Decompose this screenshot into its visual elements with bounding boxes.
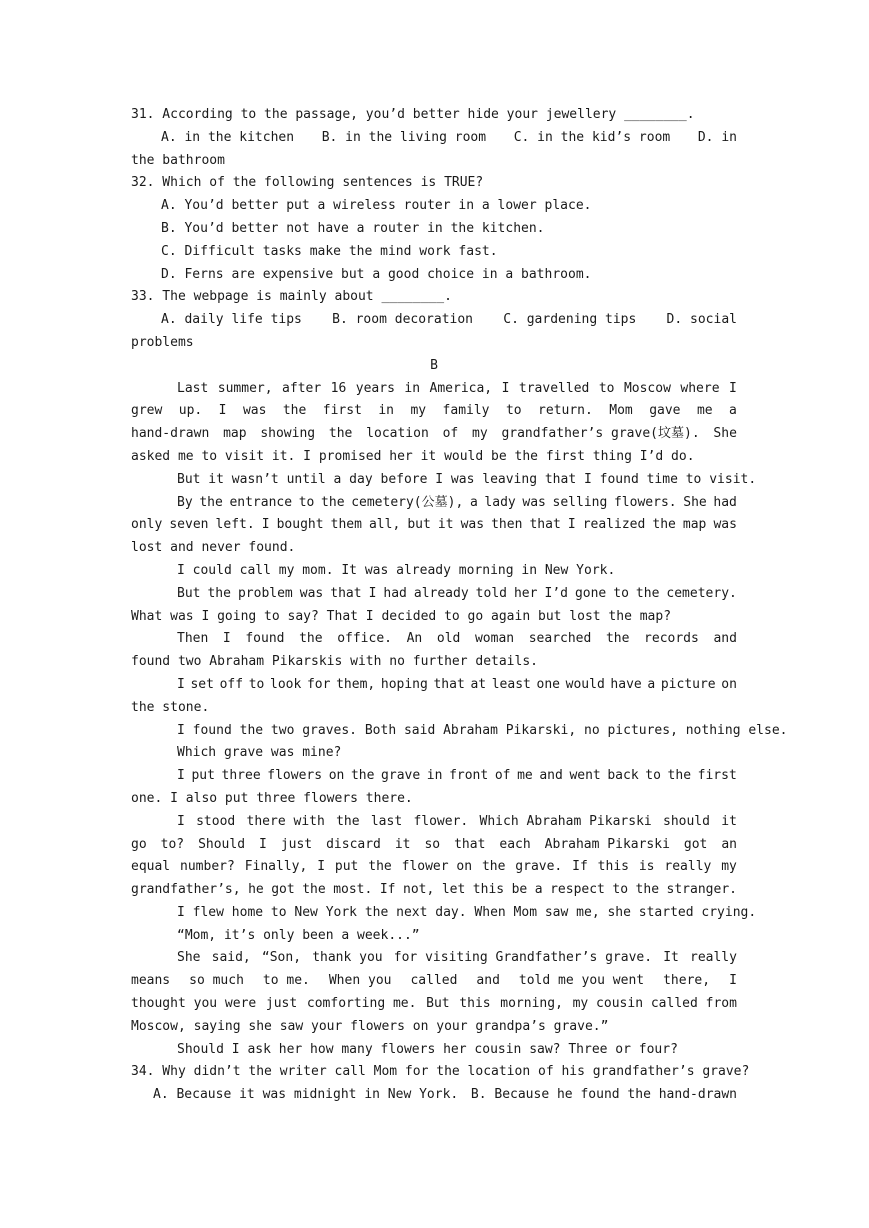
word: equal xyxy=(131,859,171,875)
word: was xyxy=(522,494,546,510)
word: Should xyxy=(198,836,246,852)
word: records xyxy=(644,631,699,647)
word: last xyxy=(370,813,403,829)
word: I xyxy=(729,380,737,396)
word: my xyxy=(721,859,737,875)
word: off xyxy=(219,676,244,692)
justified-line xyxy=(131,423,737,446)
word: flower. xyxy=(413,813,469,829)
word: the xyxy=(299,631,323,647)
paragraph-3 xyxy=(131,492,737,560)
section-heading-b: B xyxy=(430,357,438,373)
q32-option-a: A. You’d better put a wireless router in a lower place. xyxy=(161,198,592,214)
paragraph-line: asked me to visit it. I promised her it would be the first thing I’d do. xyxy=(131,448,695,464)
word: after xyxy=(282,380,322,396)
word: of xyxy=(494,768,511,784)
passage xyxy=(131,378,788,1062)
word: number? xyxy=(180,859,235,875)
word: to me. xyxy=(262,973,310,989)
q33-option-b: B. room decoration xyxy=(332,312,474,328)
paragraph-6 xyxy=(131,628,737,674)
word: put xyxy=(191,768,215,784)
word: just xyxy=(280,836,313,852)
word: there with xyxy=(246,813,325,829)
word: the xyxy=(302,882,326,898)
word: respect xyxy=(550,882,605,898)
word: the xyxy=(605,631,630,647)
word: on xyxy=(328,768,345,784)
word: was xyxy=(713,517,737,533)
exam-page xyxy=(131,104,788,1107)
word: in xyxy=(426,768,443,784)
justified-line xyxy=(131,628,737,651)
word: to xyxy=(613,585,629,601)
word: an xyxy=(721,836,737,852)
word: was xyxy=(299,585,324,601)
word: a xyxy=(729,403,737,419)
word: it xyxy=(721,813,737,829)
q34-stem: 34. Why didn’t the writer call Mom for the location of his grandfather’s grave? xyxy=(131,1064,750,1080)
word: that xyxy=(529,517,561,533)
word: on xyxy=(721,676,737,692)
word: there, xyxy=(663,973,711,989)
word: at xyxy=(470,676,487,692)
word: then xyxy=(491,517,523,533)
word: the xyxy=(328,426,353,442)
word: If xyxy=(572,859,588,875)
word: cemetery(公墓), xyxy=(351,494,464,510)
word: hand-drawn xyxy=(131,426,210,442)
justified-line xyxy=(131,970,737,993)
word: the xyxy=(667,768,692,784)
word: the xyxy=(336,813,360,829)
word: each xyxy=(499,836,531,852)
paragraph-4: I could call my mom. It was already morning in New York. xyxy=(177,562,616,578)
word: to xyxy=(645,768,661,784)
paragraph-line: lost and never found. xyxy=(131,540,296,556)
word: Finally, xyxy=(244,859,308,875)
q33-option-c: C. gardening tips xyxy=(503,312,637,328)
word: Then xyxy=(177,631,209,647)
word: But xyxy=(426,996,450,1012)
word: I xyxy=(222,631,231,647)
word: really xyxy=(690,950,737,966)
word: that xyxy=(433,676,465,692)
word: America, xyxy=(429,380,493,396)
word: flowers xyxy=(267,768,323,784)
word: had xyxy=(383,585,407,601)
paragraph-8: I found the two graves. Both said Abraham Pikarski, no pictures, nothing else. xyxy=(177,722,788,738)
word: map xyxy=(223,426,247,442)
word: a xyxy=(469,494,478,510)
word: seven xyxy=(169,517,209,533)
word: got xyxy=(683,836,708,852)
word: comforting me. xyxy=(306,996,417,1012)
word: to? xyxy=(160,836,185,852)
q34-options xyxy=(131,1084,737,1107)
justified-line xyxy=(131,993,737,1016)
justified-line xyxy=(131,879,737,902)
word: not, xyxy=(403,882,435,898)
word: the xyxy=(199,494,223,510)
word: the xyxy=(481,859,506,875)
word: the xyxy=(282,403,307,419)
word: be xyxy=(511,882,528,898)
justified-line xyxy=(131,765,737,788)
word: I xyxy=(218,403,227,419)
word: her xyxy=(513,585,538,601)
word: the xyxy=(368,859,392,875)
word: the xyxy=(635,585,660,601)
word: my xyxy=(472,426,488,442)
q34-option-a: A. Because it was midnight in New York. xyxy=(153,1087,459,1103)
word: gave xyxy=(649,403,681,419)
word: I xyxy=(177,768,185,784)
word: them xyxy=(330,517,362,533)
word: I xyxy=(261,517,270,533)
word: was xyxy=(242,403,267,419)
justified-line xyxy=(131,947,737,970)
word: was xyxy=(460,517,485,533)
paragraph-line: What was I going to say? That I decided to go again but lost the map? xyxy=(131,608,672,624)
word: I xyxy=(177,676,185,692)
word: this xyxy=(597,859,629,875)
word: She xyxy=(683,494,707,510)
word: already xyxy=(413,585,469,601)
word: travelled xyxy=(518,380,590,396)
q31-option-d: D. in xyxy=(697,129,737,145)
word: put xyxy=(334,859,359,875)
word: Moscow xyxy=(623,380,671,396)
word: Last xyxy=(177,380,209,396)
word: first xyxy=(322,403,362,419)
word: look xyxy=(270,676,302,692)
word: the xyxy=(321,494,345,510)
word: 16 xyxy=(330,380,347,396)
word: grew xyxy=(131,403,163,419)
justified-line xyxy=(131,514,737,537)
justified-line xyxy=(131,674,737,697)
word: first xyxy=(697,768,737,784)
word: went xyxy=(569,768,601,784)
word: flower on xyxy=(401,859,473,875)
word: Abraham Pikarski xyxy=(544,836,670,852)
word: gone xyxy=(574,585,607,601)
justified-line xyxy=(131,400,737,423)
paragraph-15: Should I ask her how many flowers her cousin saw? Three or four? xyxy=(177,1041,678,1057)
word: and xyxy=(713,631,737,647)
q31-option-b: B. in the living room xyxy=(321,129,487,145)
word: return. xyxy=(538,403,593,419)
word: only xyxy=(131,517,163,533)
word: entrance xyxy=(229,494,293,510)
word: most. xyxy=(333,882,373,898)
word: I xyxy=(368,585,377,601)
word: searched xyxy=(528,631,592,647)
word: to xyxy=(505,403,522,419)
word: just xyxy=(265,996,298,1012)
word: grandfather’s grave(坟墓). xyxy=(501,426,700,442)
word: An xyxy=(406,631,423,647)
paragraph-line: Moscow, saying she saw your flowers on your grandpa’s grave.” xyxy=(131,1018,609,1034)
word: told me you went xyxy=(518,973,645,989)
q34-option-b: B. Because he found the hand-drawn xyxy=(470,1087,737,1103)
word: location xyxy=(366,426,429,442)
q32-stem: 32. Which of the following sentences is TRUE? xyxy=(131,175,484,191)
word: set xyxy=(190,676,214,692)
word: I xyxy=(177,813,185,829)
q33-option-d-wrap: problems xyxy=(131,334,194,350)
justified-line xyxy=(131,378,737,401)
word: to xyxy=(248,676,265,692)
paragraph-line: the stone. xyxy=(131,699,210,715)
word: problem xyxy=(237,585,293,601)
q33-option-d: D. social xyxy=(666,312,737,328)
q32-option-c: C. Difficult tasks make the mind work fast. xyxy=(161,243,498,259)
word: he xyxy=(248,882,264,898)
word: stood xyxy=(196,813,236,829)
paragraph-line: found two Abraham Pikarskis with no further details. xyxy=(131,654,538,670)
word: to xyxy=(298,494,315,510)
word: would xyxy=(565,676,605,692)
paragraph-5 xyxy=(131,583,737,629)
word: back xyxy=(607,768,639,784)
q31-option-d-wrap: the bathroom xyxy=(131,152,225,168)
paragraph-11 xyxy=(131,811,737,902)
word: grave xyxy=(381,768,421,784)
word: woman xyxy=(474,631,515,647)
word: to xyxy=(598,380,615,396)
justified-line xyxy=(131,834,737,857)
q33-option-a: A. daily life tips xyxy=(161,312,302,328)
word: showing xyxy=(260,426,316,442)
word: of xyxy=(442,426,459,442)
word: Mom xyxy=(609,403,633,419)
paragraph-line: one. I also put three flowers there. xyxy=(131,790,413,806)
word: the xyxy=(207,585,231,601)
word: that xyxy=(454,836,486,852)
paragraph-13: “Mom, it’s only been a week...” xyxy=(177,927,420,943)
word: this xyxy=(472,882,505,898)
word: family xyxy=(442,403,490,419)
word: up. xyxy=(178,403,203,419)
word: got xyxy=(271,882,295,898)
word: is xyxy=(638,859,655,875)
word: Which Abraham Pikarski xyxy=(479,813,652,829)
word: hoping xyxy=(380,676,428,692)
word: that xyxy=(330,585,362,601)
word: bought xyxy=(276,517,324,533)
word: where xyxy=(680,380,720,396)
word: and xyxy=(476,973,500,989)
word: I xyxy=(317,859,326,875)
paragraph-10 xyxy=(131,765,737,811)
q31-option-a: A. in the kitchen xyxy=(161,129,295,145)
paragraph-9: Which grave was mine? xyxy=(177,745,342,761)
word: If xyxy=(379,882,396,898)
word: But xyxy=(177,585,201,601)
word: really xyxy=(664,859,712,875)
word: me xyxy=(696,403,713,419)
word: go xyxy=(131,836,147,852)
q33-options xyxy=(131,309,737,332)
word: It xyxy=(663,950,679,966)
word: it xyxy=(437,517,454,533)
word: three xyxy=(221,768,261,784)
word: so xyxy=(424,836,441,852)
word: lady xyxy=(484,494,516,510)
word: thank you xyxy=(312,950,383,966)
word: have xyxy=(610,676,642,692)
q31-stem: 31. According to the passage, you’d better hide your jewellery ________. xyxy=(131,107,695,122)
word: selling xyxy=(552,494,608,510)
word: a xyxy=(647,676,656,692)
word: By xyxy=(177,494,193,510)
word: all, xyxy=(368,517,401,533)
paragraph-1 xyxy=(131,378,737,469)
word: said, xyxy=(211,950,251,966)
word: realized xyxy=(582,517,646,533)
word: morning, xyxy=(500,996,563,1012)
word: I xyxy=(259,836,267,852)
paragraph-2: But it wasn’t until a day before I was leaving that I found time to visit. xyxy=(177,471,757,487)
justified-line xyxy=(131,856,737,879)
word: and xyxy=(539,768,563,784)
word: front xyxy=(449,768,489,784)
justified-line xyxy=(131,811,737,834)
word: I xyxy=(567,517,576,533)
q31-options xyxy=(131,127,737,150)
word: I xyxy=(501,380,510,396)
word: called xyxy=(410,973,458,989)
word: thought you were xyxy=(131,996,257,1012)
word: my cousin called from xyxy=(572,996,737,1012)
word: me xyxy=(517,768,533,784)
word: my xyxy=(410,403,427,419)
paragraph-12: I flew home to New York the next day. When Mom saw me, she started crying. xyxy=(177,904,757,920)
word: for visiting Grandfather’s grave. xyxy=(393,950,653,966)
word: in xyxy=(378,403,395,419)
word: in xyxy=(404,380,421,396)
word: cemetery. xyxy=(666,585,737,601)
word: summer, xyxy=(217,380,273,396)
word: let xyxy=(441,882,466,898)
word: for xyxy=(306,676,331,692)
word: When you xyxy=(328,973,392,989)
word: “Son, xyxy=(261,950,302,966)
word: I xyxy=(729,973,737,989)
q33-stem: 33. The webpage is mainly about ________. xyxy=(131,289,452,305)
paragraph-14 xyxy=(131,947,737,1038)
word: least xyxy=(491,676,531,692)
word: found xyxy=(245,631,285,647)
word: grandfather’s, xyxy=(131,882,241,898)
word: grave. xyxy=(515,859,563,875)
word: had xyxy=(713,494,737,510)
word: I’d xyxy=(544,585,568,601)
q31-option-c: C. in the kid’s room xyxy=(513,129,671,145)
word: left. xyxy=(215,517,255,533)
word: them, xyxy=(336,676,376,692)
word: one xyxy=(536,676,560,692)
word: the xyxy=(635,882,660,898)
word: a xyxy=(534,882,543,898)
word: means xyxy=(131,973,171,989)
word: it xyxy=(394,836,411,852)
word: map xyxy=(682,517,707,533)
word: should xyxy=(663,813,710,829)
word: the xyxy=(652,517,676,533)
justified-line xyxy=(131,492,737,515)
word: picture xyxy=(660,676,716,692)
word: told xyxy=(475,585,507,601)
justified-line xyxy=(131,583,737,606)
word: She xyxy=(713,426,737,442)
word: office. xyxy=(337,631,392,647)
word: but xyxy=(407,517,431,533)
word: the xyxy=(350,768,375,784)
word: so much xyxy=(189,973,244,989)
word: flowers. xyxy=(613,494,677,510)
q32-option-d: D. Ferns are expensive but a good choice in a bathroom. xyxy=(161,266,592,282)
word: discard xyxy=(326,836,381,852)
word: years xyxy=(355,380,395,396)
word: old xyxy=(436,631,461,647)
paragraph-7 xyxy=(131,674,737,720)
word: stranger. xyxy=(666,882,737,898)
word: to xyxy=(612,882,629,898)
word: She xyxy=(177,950,201,966)
word: this xyxy=(459,996,491,1012)
q32-option-b: B. You’d better not have a router in the kitchen. xyxy=(161,220,545,236)
